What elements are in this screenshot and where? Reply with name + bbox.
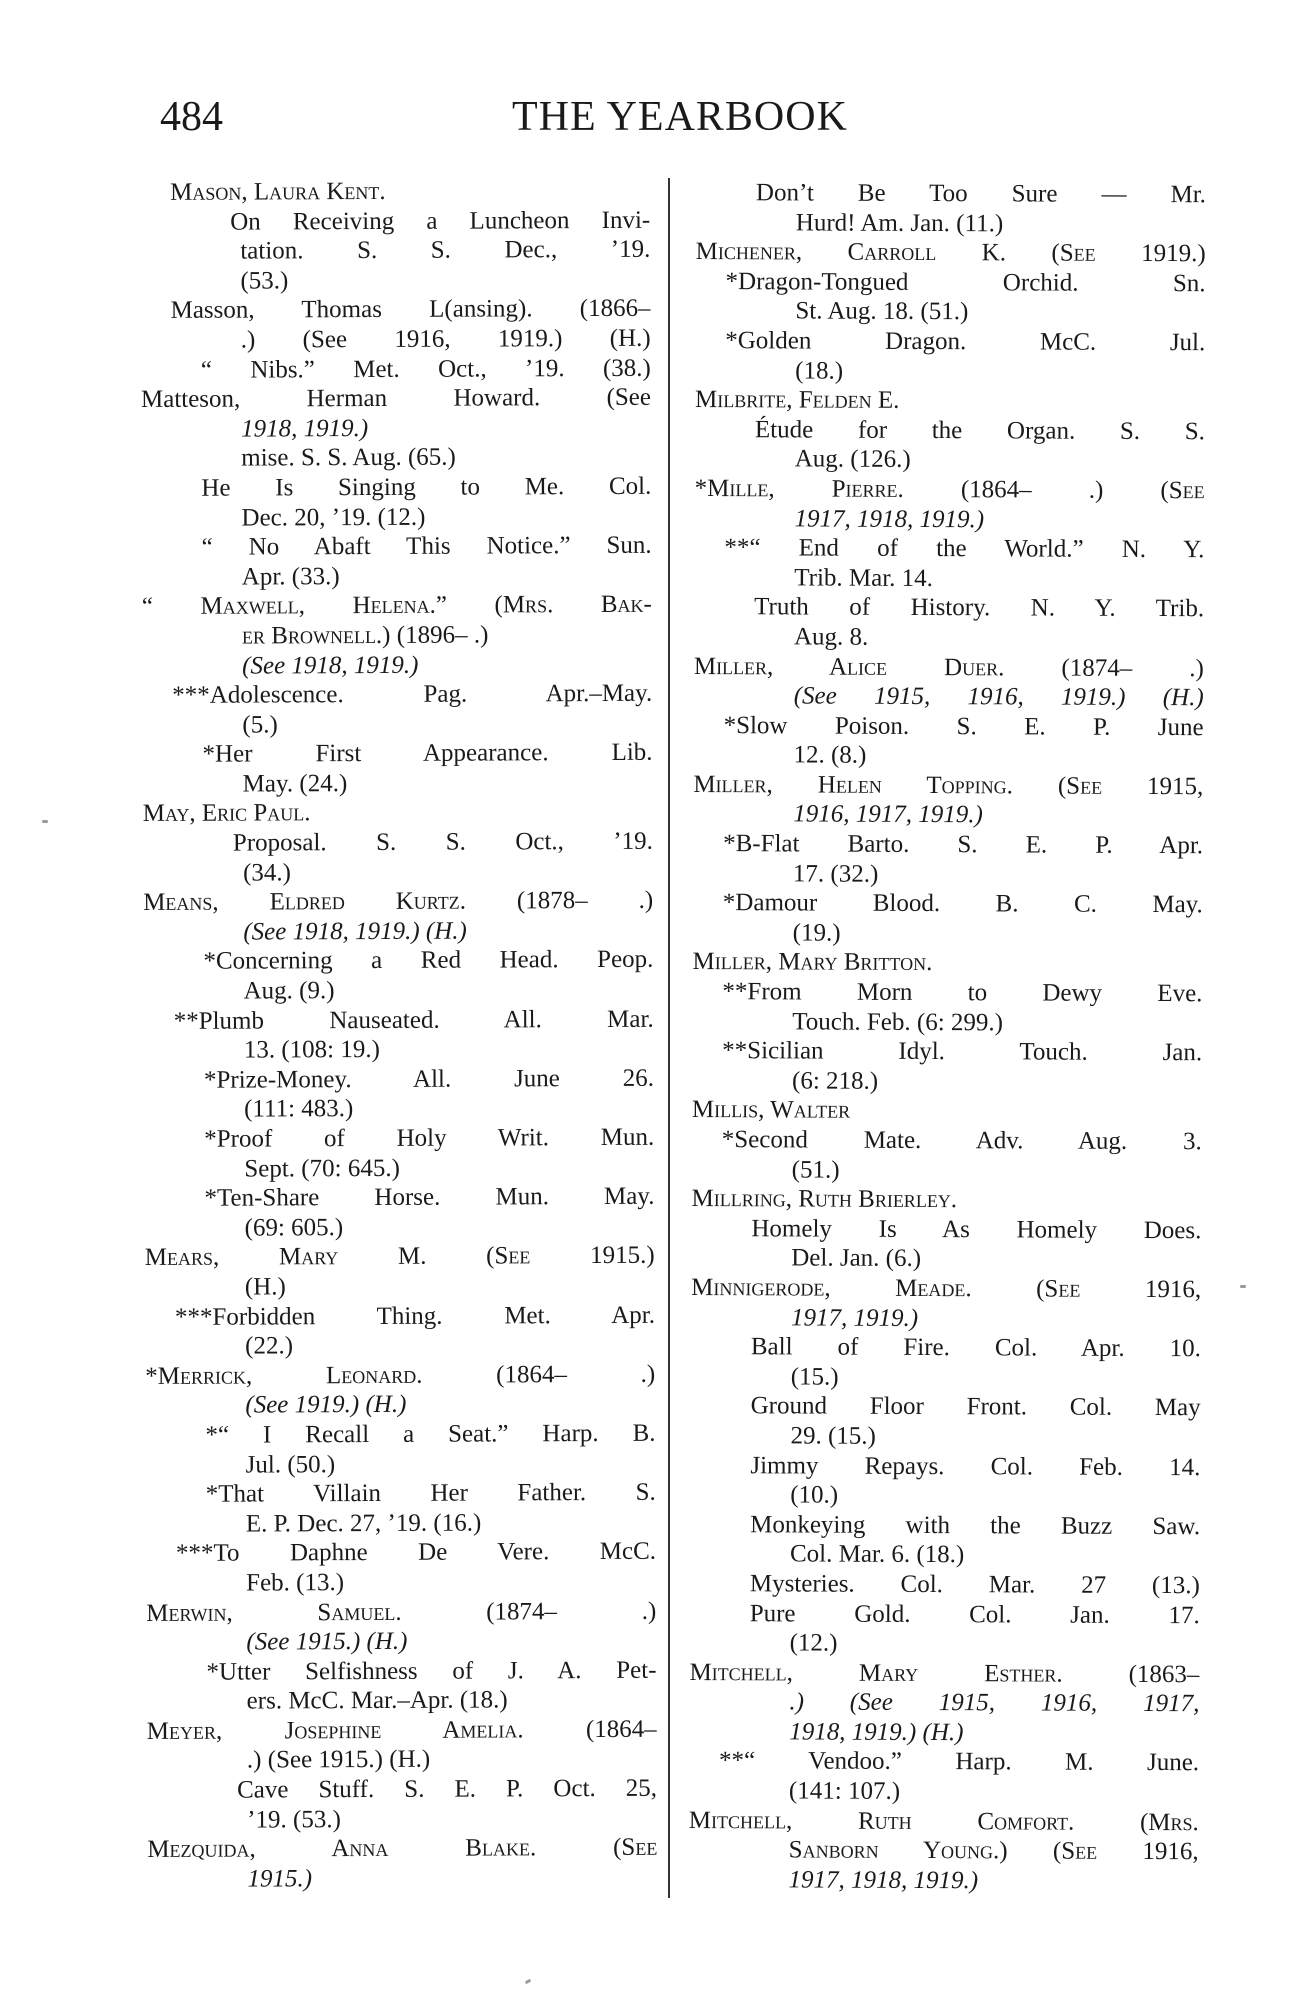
index-line: Ball of Fire. Col. Apr. 10. xyxy=(750,1333,1201,1363)
index-line: (H.) xyxy=(244,1273,286,1301)
index-line: Ground Floor Front. Col. May xyxy=(750,1392,1201,1422)
index-line: (See 1915, 1916, 1919.) (H.) xyxy=(793,682,1204,712)
index-line: *Slow Poison. S. E. P. June xyxy=(723,711,1204,741)
index-line: *Second Mate. Adv. Aug. 3. xyxy=(721,1126,1202,1156)
index-line: (6: 218.) xyxy=(792,1067,879,1095)
index-line: **From Morn to Dewy Eve. xyxy=(722,978,1203,1008)
paper-speck xyxy=(42,820,48,823)
index-line: 1916, 1917, 1919.) xyxy=(793,800,983,829)
index-line: 17. (32.) xyxy=(792,860,879,888)
index-line: St. Aug. 18. (51.) xyxy=(795,297,969,326)
index-line: .) (See 1915.) (H.) xyxy=(246,1746,431,1775)
index-line: (141: 107.) xyxy=(788,1777,901,1805)
index-line: Monkeying with the Buzz Saw. xyxy=(750,1510,1201,1540)
index-line: *“ I Recall a Seat.” Harp. B. xyxy=(205,1419,656,1449)
index-line: (51.) xyxy=(791,1156,840,1184)
index-line: 1915.) xyxy=(247,1865,313,1893)
index-line: Sept. (70: 645.) xyxy=(244,1154,400,1183)
index-line: E. P. Dec. 27, ’19. (16.) xyxy=(245,1509,482,1538)
index-line: 1917, 1918, 1919.) xyxy=(794,504,985,533)
index-line: Mysteries. Col. Mar. 27 (13.) xyxy=(749,1570,1200,1600)
index-line: “ No Abaft This Notice.” Sun. xyxy=(201,531,652,561)
index-line: ***Forbidden Thing. Met. Apr. xyxy=(174,1301,656,1331)
index-line: **“ Vendoo.” Harp. M. June. xyxy=(719,1747,1200,1777)
index-line: “ Maxwell, Helena.” (Mrs. Bak- xyxy=(141,591,652,621)
index-line: Truth of History. N. Y. Trib. xyxy=(754,593,1205,623)
index-line: ***To Daphne De Vere. McC. xyxy=(175,1538,657,1568)
index-line: (111: 483.) xyxy=(244,1095,354,1123)
index-line: ers. McC. Mar.–Apr. (18.) xyxy=(246,1686,508,1715)
paper-speck xyxy=(1240,1285,1246,1288)
index-line: Aug. (9.) xyxy=(243,977,335,1005)
index-line: Minnigerode, Meade. (See 1916, xyxy=(691,1273,1202,1304)
index-line: On Receiving a Luncheon Invi- xyxy=(230,206,651,236)
index-line: Aug. (126.) xyxy=(794,445,911,474)
index-line: Sanborn Young.) (See 1916, xyxy=(788,1836,1199,1866)
index-line: (34.) xyxy=(242,859,291,887)
index-line: *Mille, Pierre. (1864– .) (See xyxy=(694,474,1205,505)
index-line: Mezquida, Anna Blake. (See xyxy=(147,1834,658,1864)
index-line: (12.) xyxy=(789,1629,838,1657)
index-line: (5.) xyxy=(242,711,278,739)
index-line: *Utter Selfishness of J. A. Pet- xyxy=(206,1656,657,1686)
index-line: (53.) xyxy=(240,267,289,295)
index-line: 1917, 1919.) xyxy=(790,1303,919,1332)
index-line: 29. (15.) xyxy=(790,1422,876,1450)
index-line: (10.) xyxy=(790,1481,839,1509)
index-line: Meyer, Josephine Amelia. (1864– xyxy=(146,1715,657,1745)
index-line: Merwin, Samuel. (1874– .) xyxy=(146,1597,657,1627)
index-line: *Damour Blood. B. C. May. xyxy=(722,889,1203,919)
index-line: *Prize-Money. All. June 26. xyxy=(203,1064,654,1094)
index-line: Masson, Thomas L(ansing). (1866– xyxy=(170,295,651,325)
page-number: 484 xyxy=(160,94,223,140)
index-line: ’19. (53.) xyxy=(247,1805,341,1834)
index-line: (See 1919.) (H.) xyxy=(245,1391,407,1419)
index-line: *Proof of Holy Writ. Mun. xyxy=(204,1123,655,1153)
index-line: Del. Jan. (6.) xyxy=(791,1244,922,1273)
index-line: ***Adolescence. Pag. Apr.–May. xyxy=(172,679,653,709)
left-column xyxy=(140,176,657,1895)
index-line: Homely Is As Homely Does. xyxy=(751,1215,1202,1244)
index-line: Mears, Mary M. (See 1915.) xyxy=(144,1242,655,1272)
index-line: Aug. 8. xyxy=(793,623,869,651)
index-line: *Her First Appearance. Lib. xyxy=(202,739,653,769)
index-line: Matteson, Herman Howard. (See xyxy=(140,383,652,414)
index-line: 12. (8.) xyxy=(793,741,867,770)
index-line: (22.) xyxy=(245,1332,294,1360)
index-line: Mitchell, Mary Esther. (1863– xyxy=(689,1658,1200,1688)
index-line: May, Eric Paul. xyxy=(142,799,311,828)
index-line: Apr. (33.) xyxy=(241,562,340,591)
index-line: Jimmy Repays. Col. Feb. 14. xyxy=(750,1451,1201,1481)
index-line: Michener, Carroll K. (See 1919.) xyxy=(695,238,1206,268)
index-line: Miller, Alice Duer. (1874– .) xyxy=(693,652,1204,682)
index-line: (18.) xyxy=(795,356,844,385)
index-line: *B-Flat Barto. S. E. P. Apr. xyxy=(723,830,1204,860)
index-line: *Dragon-Tongued Orchid. Sn. xyxy=(725,267,1206,298)
index-line: **Sicilian Idyl. Touch. Jan. xyxy=(722,1037,1203,1067)
index-line: Millring, Ruth Brierley. xyxy=(691,1185,958,1214)
index-line: 1917, 1918, 1919.) xyxy=(788,1866,979,1895)
index-line: Trib. Mar. 14. xyxy=(794,564,934,592)
index-line: Millis, Walter xyxy=(691,1096,851,1125)
index-line: Dec. 20, ’19. (12.) xyxy=(241,503,426,532)
index-line: He Is Singing to Me. Col. xyxy=(201,472,652,502)
index-line: Col. Mar. 6. (18.) xyxy=(789,1540,965,1569)
index-line: (See 1918, 1919.) xyxy=(242,651,419,680)
index-line: Means, Eldred Kurtz. (1878– .) xyxy=(143,887,654,917)
index-line: er Brownell.) (1896– .) xyxy=(241,621,489,650)
index-line: tation. S. S. Dec., ’19. xyxy=(240,235,651,265)
index-line: .) (See 1916, 1919.) (H.) xyxy=(240,324,651,354)
index-line: *Ten-Share Horse. Mun. May. xyxy=(204,1182,655,1212)
index-line: Touch. Feb. (6: 299.) xyxy=(792,1008,1004,1036)
index-line: 1918, 1919.) xyxy=(241,414,369,443)
index-line: Pure Gold. Col. Jan. 17. xyxy=(749,1599,1200,1629)
index-line: **Plumb Nauseated. All. Mar. xyxy=(173,1005,654,1035)
index-line: Miller, Helen Topping. (See 1915, xyxy=(693,770,1204,801)
index-line: May. (24.) xyxy=(242,769,348,798)
index-line: **“ End of the World.” N. Y. xyxy=(724,534,1205,564)
paper-speck xyxy=(525,1979,532,1985)
index-line: mise. S. S. Aug. (65.) xyxy=(241,443,456,472)
column-rule xyxy=(668,178,670,1898)
index-line: (19.) xyxy=(792,919,841,947)
index-line: Mason, Laura Kent. xyxy=(170,177,386,206)
index-line: (See 1915.) (H.) xyxy=(246,1627,408,1656)
index-line: 13. (108: 19.) xyxy=(243,1036,380,1064)
index-line: 1918, 1919.) (H.) xyxy=(789,1718,964,1747)
index-line: Jul. (50.) xyxy=(245,1450,336,1479)
index-line: “ Nibs.” Met. Oct., ’19. (38.) xyxy=(200,354,651,384)
index-line: Don’t Be Too Sure — Mr. xyxy=(755,179,1206,209)
index-line: *That Villain Her Father. S. xyxy=(205,1478,656,1508)
right-column xyxy=(689,178,1206,1897)
running-head: THE YEARBOOK xyxy=(512,94,848,140)
index-line: *Concerning a Red Head. Peop. xyxy=(203,946,654,976)
index-line: (69: 605.) xyxy=(244,1213,344,1242)
index-line: Miller, Mary Britton. xyxy=(692,948,933,977)
index-line: Milbrite, Felden E. xyxy=(694,386,900,415)
index-line: *Merrick, Leonard. (1864– .) xyxy=(145,1360,656,1390)
index-line: Mitchell, Ruth Comfort. (Mrs. xyxy=(688,1806,1199,1836)
index-line: Hurd! Am. Jan. (11.) xyxy=(795,209,1004,237)
index-line: Étude for the Organ. S. S. xyxy=(754,416,1205,445)
index-line: (15.) xyxy=(790,1363,839,1391)
index-line: *Golden Dragon. McC. Jul. xyxy=(725,327,1206,357)
index-line: Cave Stuff. S. E. P. Oct. 25, xyxy=(236,1774,658,1804)
index-line: .) (See 1915, 1916, 1917, xyxy=(789,1688,1200,1718)
index-line: Feb. (13.) xyxy=(246,1569,345,1597)
index-line: Proposal. S. S. Oct., ’19. xyxy=(232,827,653,857)
index-line: (See 1918, 1919.) (H.) xyxy=(243,917,467,946)
